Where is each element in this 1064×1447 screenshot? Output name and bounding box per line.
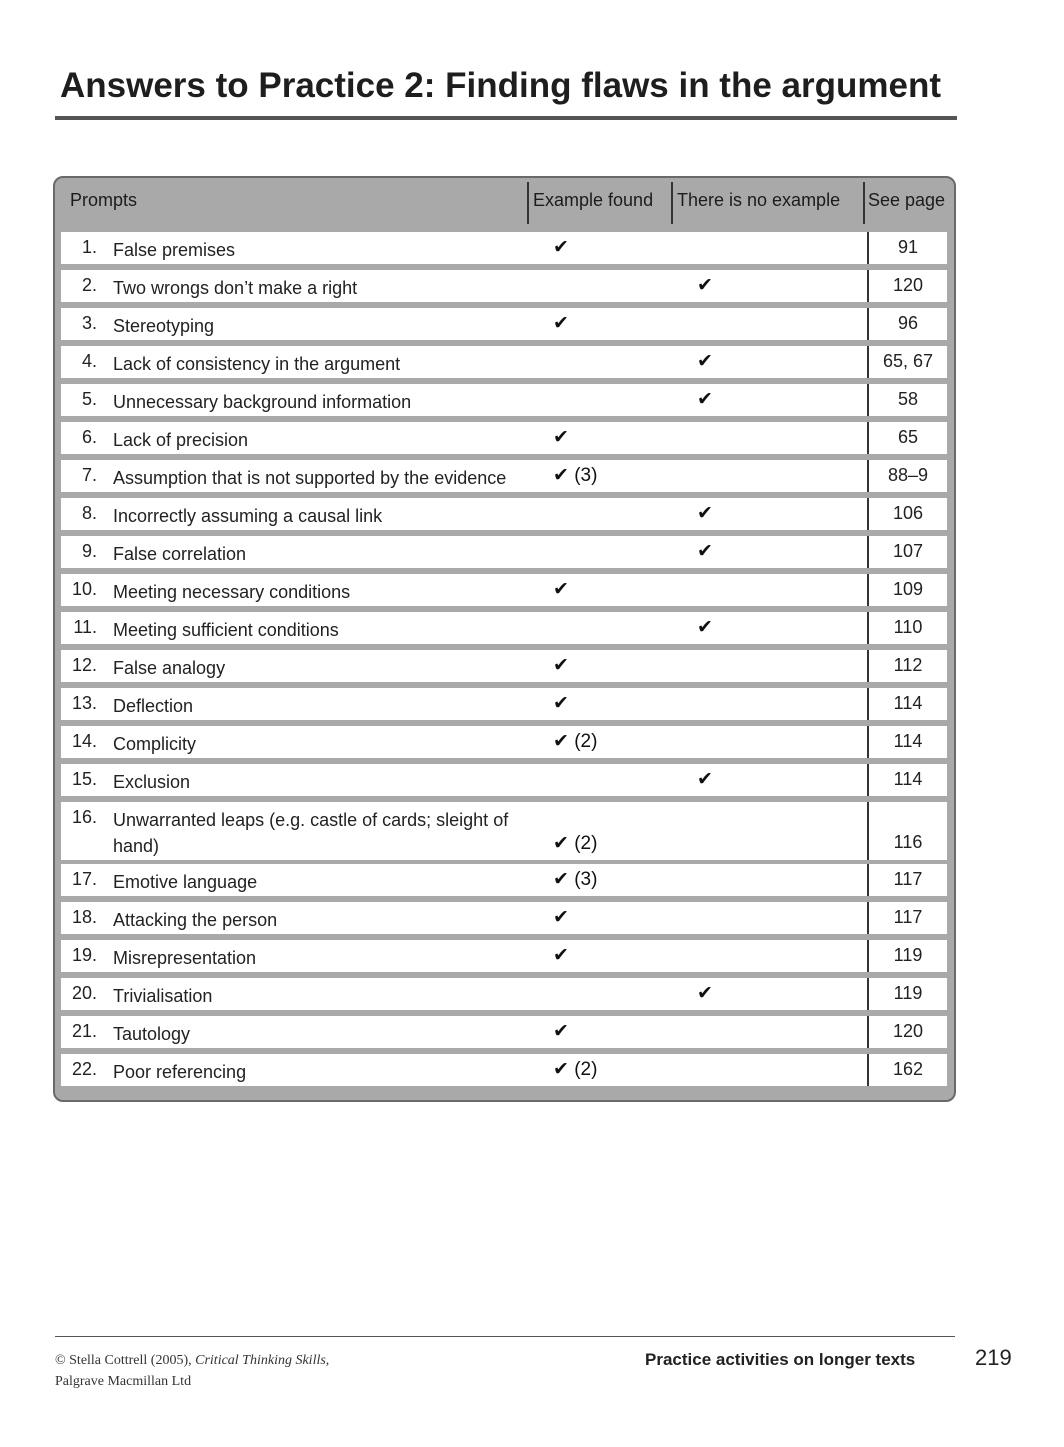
example-found-cell bbox=[529, 498, 671, 530]
see-page-value: 58 bbox=[897, 389, 919, 409]
see-page-value: 109 bbox=[892, 579, 924, 599]
publisher: Palgrave Macmillan Ltd bbox=[55, 1374, 192, 1389]
row-number: 15. bbox=[71, 769, 97, 789]
see-page-value: 114 bbox=[893, 731, 923, 751]
table-row bbox=[61, 1054, 947, 1086]
see-page-cell bbox=[867, 764, 947, 796]
no-example-cell bbox=[675, 384, 863, 416]
example-found-mark: ✔ bbox=[553, 693, 569, 714]
header-see-page: See page bbox=[868, 190, 946, 210]
copyright-prefix: © Stella Cottrell (2005), bbox=[55, 1353, 196, 1368]
example-found-cell bbox=[529, 902, 671, 934]
see-page-cell bbox=[867, 232, 947, 264]
row-number: 18. bbox=[71, 907, 97, 927]
no-example-cell bbox=[675, 1016, 863, 1048]
see-page-value: 110 bbox=[893, 617, 923, 637]
table-row bbox=[61, 574, 947, 606]
prompt-text: False correlation bbox=[113, 544, 247, 564]
prompt-cell bbox=[61, 764, 525, 796]
see-page-value: 120 bbox=[892, 1021, 924, 1041]
header-no-example: There is no example bbox=[677, 190, 841, 210]
see-page-value: 88–9 bbox=[887, 465, 929, 485]
book-title: Critical Thinking Skills bbox=[195, 1353, 326, 1368]
table-row bbox=[61, 1016, 947, 1048]
example-found-cell bbox=[529, 802, 671, 860]
prompt-cell bbox=[61, 574, 525, 606]
header-divider bbox=[527, 182, 529, 224]
example-found-cell bbox=[529, 612, 671, 644]
example-found-cell bbox=[529, 308, 671, 340]
see-page-cell bbox=[867, 574, 947, 606]
example-found-mark: ✔ bbox=[553, 655, 569, 676]
table-row bbox=[61, 764, 947, 796]
prompt-cell bbox=[61, 802, 525, 860]
see-page-value: 65, 67 bbox=[882, 351, 934, 371]
see-page-cell bbox=[867, 726, 947, 758]
prompt-cell bbox=[61, 460, 525, 492]
footer-rule bbox=[55, 1336, 955, 1337]
example-found-cell bbox=[529, 940, 671, 972]
no-example-mark: ✔ bbox=[697, 983, 713, 1004]
prompt-cell bbox=[61, 1016, 525, 1048]
row-number: 1. bbox=[81, 237, 97, 257]
row-number: 19. bbox=[71, 945, 97, 965]
row-number: 2. bbox=[81, 275, 97, 295]
example-found-cell bbox=[529, 650, 671, 682]
example-found-mark: ✔ (2) bbox=[553, 833, 598, 854]
no-example-cell bbox=[675, 460, 863, 492]
example-found-mark: ✔ bbox=[553, 1021, 569, 1042]
no-example-mark: ✔ bbox=[697, 275, 713, 296]
example-found-cell bbox=[529, 688, 671, 720]
no-example-cell bbox=[675, 270, 863, 302]
no-example-cell bbox=[675, 726, 863, 758]
copyright-notice bbox=[55, 1350, 329, 1392]
prompt-cell bbox=[61, 978, 525, 1010]
see-page-cell bbox=[867, 650, 947, 682]
table-row bbox=[61, 902, 947, 934]
example-found-cell bbox=[529, 574, 671, 606]
see-page-value: 114 bbox=[893, 769, 923, 789]
no-example-cell bbox=[675, 940, 863, 972]
row-number: 12. bbox=[71, 655, 97, 675]
see-page-value: 65 bbox=[897, 427, 919, 447]
prompt-text: Tautology bbox=[113, 1024, 191, 1044]
no-example-cell bbox=[675, 308, 863, 340]
row-number: 11. bbox=[73, 617, 97, 637]
example-found-mark: ✔ (3) bbox=[553, 465, 598, 486]
header-prompts: Prompts bbox=[70, 190, 138, 210]
example-found-mark: ✔ bbox=[553, 313, 569, 334]
row-number: 20. bbox=[71, 983, 97, 1003]
prompt-cell bbox=[61, 726, 525, 758]
prompt-text: Unnecessary background information bbox=[113, 392, 412, 412]
see-page-cell bbox=[867, 612, 947, 644]
prompt-text: Deflection bbox=[113, 696, 194, 716]
example-found-cell bbox=[529, 422, 671, 454]
header-example-found: Example found bbox=[533, 190, 654, 210]
example-found-mark: ✔ (3) bbox=[553, 869, 598, 890]
table-row bbox=[61, 460, 947, 492]
prompt-text: Complicity bbox=[113, 734, 197, 754]
see-page-value: 162 bbox=[892, 1059, 924, 1079]
no-example-cell bbox=[675, 650, 863, 682]
no-example-cell bbox=[675, 612, 863, 644]
no-example-cell bbox=[675, 346, 863, 378]
no-example-cell bbox=[675, 978, 863, 1010]
prompt-cell bbox=[61, 902, 525, 934]
prompt-cell bbox=[61, 612, 525, 644]
row-number: 9. bbox=[81, 541, 97, 561]
see-page-cell bbox=[867, 422, 947, 454]
prompt-cell bbox=[61, 940, 525, 972]
header-divider bbox=[671, 182, 673, 224]
row-number: 4. bbox=[81, 351, 97, 371]
prompt-text: False analogy bbox=[113, 658, 226, 678]
no-example-cell bbox=[675, 422, 863, 454]
example-found-mark: ✔ bbox=[553, 907, 569, 928]
prompt-cell bbox=[61, 422, 525, 454]
table-row bbox=[61, 498, 947, 530]
no-example-cell bbox=[675, 764, 863, 796]
table-row bbox=[61, 978, 947, 1010]
row-number: 16. bbox=[71, 807, 97, 827]
see-page-cell bbox=[867, 802, 947, 860]
see-page-cell bbox=[867, 270, 947, 302]
example-found-cell bbox=[529, 1054, 671, 1086]
see-page-cell bbox=[867, 864, 947, 896]
no-example-mark: ✔ bbox=[697, 351, 713, 372]
table-row bbox=[61, 612, 947, 644]
prompt-text: Lack of consistency in the argument bbox=[113, 354, 401, 374]
see-page-cell bbox=[867, 460, 947, 492]
no-example-cell bbox=[675, 536, 863, 568]
prompt-cell bbox=[61, 650, 525, 682]
example-found-mark: ✔ bbox=[553, 579, 569, 600]
table-row bbox=[61, 270, 947, 302]
see-page-value: 116 bbox=[893, 832, 923, 852]
page-title: Answers to Practice 2: Finding flaws in the argument bbox=[60, 66, 941, 105]
prompt-cell bbox=[61, 270, 525, 302]
prompt-text: Poor referencing bbox=[113, 1062, 247, 1082]
example-found-cell bbox=[529, 232, 671, 264]
example-found-mark: ✔ bbox=[553, 945, 569, 966]
example-found-cell bbox=[529, 384, 671, 416]
table-row bbox=[61, 802, 947, 860]
see-page-cell bbox=[867, 346, 947, 378]
example-found-mark: ✔ (2) bbox=[553, 1059, 598, 1080]
see-page-value: 112 bbox=[893, 655, 923, 675]
example-found-cell bbox=[529, 270, 671, 302]
example-found-cell bbox=[529, 864, 671, 896]
see-page-cell bbox=[867, 308, 947, 340]
see-page-cell bbox=[867, 1054, 947, 1086]
no-example-mark: ✔ bbox=[697, 617, 713, 638]
no-example-mark: ✔ bbox=[697, 541, 713, 562]
prompt-text: Unwarranted leaps (e.g. castle of cards; sleight of hand) bbox=[113, 810, 509, 856]
section-label: Practice activities on longer texts bbox=[645, 1350, 916, 1369]
prompt-cell bbox=[61, 308, 525, 340]
see-page-cell bbox=[867, 902, 947, 934]
no-example-cell bbox=[675, 864, 863, 896]
copyright-suffix: , bbox=[325, 1353, 330, 1368]
no-example-cell bbox=[675, 1054, 863, 1086]
prompt-cell bbox=[61, 688, 525, 720]
no-example-mark: ✔ bbox=[697, 769, 713, 790]
no-example-cell bbox=[675, 688, 863, 720]
row-number: 5. bbox=[81, 389, 97, 409]
no-example-cell bbox=[675, 232, 863, 264]
table-row bbox=[61, 232, 947, 264]
see-page-cell bbox=[867, 688, 947, 720]
see-page-cell bbox=[867, 536, 947, 568]
answers-table bbox=[53, 176, 956, 1102]
table-row bbox=[61, 650, 947, 682]
row-number: 8. bbox=[81, 503, 97, 523]
no-example-cell bbox=[675, 902, 863, 934]
prompt-text: Misrepresentation bbox=[113, 948, 257, 968]
no-example-cell bbox=[675, 802, 863, 860]
prompt-text: Two wrongs don’t make a right bbox=[113, 278, 358, 298]
no-example-cell bbox=[675, 498, 863, 530]
see-page-value: 114 bbox=[893, 693, 923, 713]
see-page-cell bbox=[867, 498, 947, 530]
prompt-text: False premises bbox=[113, 240, 236, 260]
prompt-cell bbox=[61, 1054, 525, 1086]
header-divider bbox=[863, 182, 865, 224]
table-row bbox=[61, 864, 947, 896]
table-row bbox=[61, 346, 947, 378]
prompt-cell bbox=[61, 346, 525, 378]
example-found-mark: ✔ bbox=[553, 427, 569, 448]
see-page-value: 120 bbox=[892, 275, 924, 295]
see-page-value: 107 bbox=[892, 541, 924, 561]
see-page-value: 119 bbox=[893, 945, 923, 965]
prompt-text: Stereotyping bbox=[113, 316, 215, 336]
example-found-cell bbox=[529, 764, 671, 796]
example-found-cell bbox=[529, 1016, 671, 1048]
prompt-cell bbox=[61, 498, 525, 530]
table-row bbox=[61, 308, 947, 340]
see-page-value: 117 bbox=[893, 907, 923, 927]
see-page-cell bbox=[867, 1016, 947, 1048]
prompt-text: Exclusion bbox=[113, 772, 191, 792]
see-page-value: 117 bbox=[893, 869, 923, 889]
row-number: 17. bbox=[71, 869, 97, 889]
example-found-mark: ✔ bbox=[553, 237, 569, 258]
example-found-cell bbox=[529, 978, 671, 1010]
see-page-value: 96 bbox=[897, 313, 919, 333]
prompt-text: Trivialisation bbox=[113, 986, 213, 1006]
no-example-cell bbox=[675, 574, 863, 606]
see-page-cell bbox=[867, 940, 947, 972]
prompt-text: Attacking the person bbox=[113, 910, 278, 930]
example-found-cell bbox=[529, 346, 671, 378]
row-number: 14. bbox=[71, 731, 97, 751]
table-row bbox=[61, 726, 947, 758]
row-number: 13. bbox=[71, 693, 97, 713]
see-page-value: 119 bbox=[893, 983, 923, 1003]
table-row bbox=[61, 536, 947, 568]
see-page-cell bbox=[867, 978, 947, 1010]
no-example-mark: ✔ bbox=[697, 389, 713, 410]
prompt-cell bbox=[61, 536, 525, 568]
prompt-cell bbox=[61, 864, 525, 896]
prompt-cell bbox=[61, 384, 525, 416]
prompt-text: Incorrectly assuming a causal link bbox=[113, 506, 383, 526]
row-number: 22. bbox=[71, 1059, 97, 1079]
prompt-text: Meeting sufficient conditions bbox=[113, 620, 339, 640]
page-number: 219 bbox=[975, 1345, 1012, 1370]
prompt-cell bbox=[61, 232, 525, 264]
row-number: 10. bbox=[71, 579, 97, 599]
row-number: 21. bbox=[71, 1021, 97, 1041]
example-found-cell bbox=[529, 536, 671, 568]
table-row bbox=[61, 422, 947, 454]
table-row bbox=[61, 940, 947, 972]
table-row bbox=[61, 688, 947, 720]
prompt-text: Assumption that is not supported by the evidence bbox=[113, 468, 507, 488]
title-underline bbox=[55, 116, 957, 120]
see-page-cell bbox=[867, 384, 947, 416]
prompt-text: Meeting necessary conditions bbox=[113, 582, 351, 602]
row-number: 6. bbox=[81, 427, 97, 447]
row-number: 3. bbox=[81, 313, 97, 333]
see-page-value: 91 bbox=[897, 237, 919, 257]
prompt-text: Lack of precision bbox=[113, 430, 249, 450]
example-found-mark: ✔ (2) bbox=[553, 731, 598, 752]
no-example-mark: ✔ bbox=[697, 503, 713, 524]
example-found-cell bbox=[529, 460, 671, 492]
table-row bbox=[61, 384, 947, 416]
prompt-text: Emotive language bbox=[113, 872, 258, 892]
example-found-cell bbox=[529, 726, 671, 758]
row-number: 7. bbox=[81, 465, 97, 485]
see-page-value: 106 bbox=[892, 503, 924, 523]
